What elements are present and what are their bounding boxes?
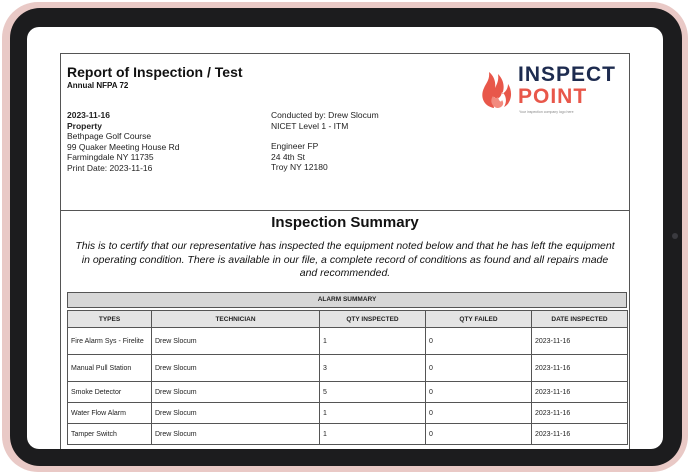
cell-qty-inspected: 3	[320, 355, 426, 382]
cell-technician: Drew Slocum	[152, 328, 320, 355]
cell-date-inspected: 2023-11-16	[532, 328, 628, 355]
cell-type: Smoke Detector	[68, 382, 152, 403]
cell-type: Manual Pull Station	[68, 355, 152, 382]
company-address-line2: Troy NY 12180	[271, 162, 328, 172]
property-label: Property	[67, 120, 102, 131]
cell-type: Tamper Switch	[68, 424, 152, 445]
alarm-summary-header: ALARM SUMMARY	[67, 292, 627, 308]
cell-qty-inspected: 1	[320, 328, 426, 355]
column-header-types: TYPES	[68, 311, 152, 328]
cell-technician: Drew Slocum	[152, 355, 320, 382]
inspector-info	[271, 110, 379, 173]
camera-dot	[672, 233, 678, 239]
section-divider	[61, 210, 629, 211]
inspector-company: Engineer FP	[271, 141, 319, 151]
table-row	[68, 355, 628, 382]
inspection-report	[60, 53, 630, 449]
cell-type: Fire Alarm Sys - Firelite	[68, 328, 152, 355]
cell-date-inspected: 2023-11-16	[532, 424, 628, 445]
inspect-point-logo	[480, 62, 626, 118]
cell-type: Water Flow Alarm	[68, 403, 152, 424]
property-info	[67, 110, 179, 173]
alarm-summary-table	[67, 310, 628, 445]
table-row	[68, 382, 628, 403]
cell-qty-failed: 0	[426, 382, 532, 403]
logo-wordmark-point: POINT	[518, 85, 588, 108]
table-row	[68, 424, 628, 445]
cell-date-inspected: 2023-11-16	[532, 382, 628, 403]
print-date: Print Date: 2023-11-16	[67, 162, 153, 173]
logo-tagline: Your inspection company logo here	[519, 110, 574, 114]
property-address-line1: 99 Quaker Meeting House Rd	[67, 141, 180, 152]
report-date: 2023-11-16	[67, 110, 111, 120]
logo-wordmark-inspect: INSPECT	[518, 63, 617, 86]
cell-qty-failed: 0	[426, 328, 532, 355]
table-row	[68, 403, 628, 424]
cell-qty-inspected: 1	[320, 403, 426, 424]
cell-qty-failed: 0	[426, 355, 532, 382]
nicet-level: NICET Level 1 - ITM	[271, 120, 349, 131]
column-header-date-inspected: DATE INSPECTED	[532, 311, 628, 328]
company-address-line1: 24 4th St	[271, 151, 306, 162]
cell-date-inspected: 2023-11-16	[532, 355, 628, 382]
cell-date-inspected: 2023-11-16	[532, 403, 628, 424]
column-header-qty-failed: QTY FAILED	[426, 311, 532, 328]
conducted-by: Conducted by: Drew Slocum	[271, 110, 379, 120]
cell-technician: Drew Slocum	[152, 424, 320, 445]
property-address-line2: Farmingdale NY 11735	[67, 152, 154, 162]
tablet-screen	[27, 27, 663, 449]
flame-icon	[480, 62, 516, 110]
report-subtitle: Annual NFPA 72	[67, 81, 129, 90]
cell-qty-inspected: 1	[320, 424, 426, 445]
cell-technician: Drew Slocum	[152, 382, 320, 403]
property-name: Bethpage Golf Course	[67, 131, 152, 141]
cell-qty-inspected: 5	[320, 382, 426, 403]
table-row	[68, 328, 628, 355]
cell-qty-failed: 0	[426, 424, 532, 445]
column-header-technician: TECHNICIAN	[152, 311, 320, 328]
cell-technician: Drew Slocum	[152, 403, 320, 424]
report-title: Report of Inspection / Test	[67, 64, 243, 80]
cell-qty-failed: 0	[426, 403, 532, 424]
summary-title: Inspection Summary	[271, 214, 419, 231]
column-header-qty-inspected: QTY INSPECTED	[320, 311, 426, 328]
table-header-row	[68, 311, 628, 328]
certification-statement: This is to certify that our representative has inspected the equipment noted below and that he has left the equipment in operating condition. There is available in our file, a complete record of conditions as found and all repairs made and recommended.	[75, 240, 615, 279]
